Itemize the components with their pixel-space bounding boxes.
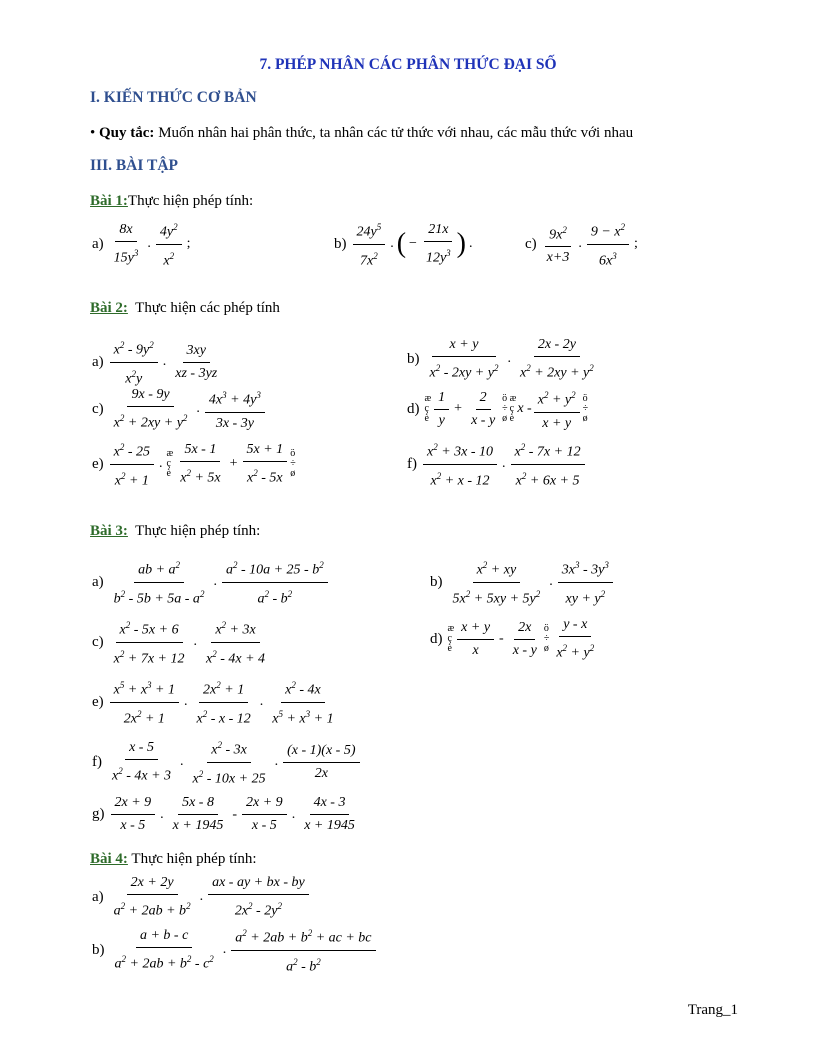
exercise-4-text: Thực hiện phép tính: — [131, 851, 257, 867]
exercise-1-label: Bài 1: — [90, 193, 128, 209]
ex4-item-b: b) $\frac{a + b - c}{a^2 + 2ab + b^2 - c^2}$ . $\frac{a^2 + 2ab + b^2 + ac + bc}{a^2 - b^2}$ — [92, 924, 378, 976]
exercise-4-label: Bài 4: — [90, 851, 128, 867]
ex2-item-d: d) æ ç è $\frac{1}{y}$ + $\frac{2}{x - y}$ ö ÷ ø æ ç è x - $\frac{x^2 + y^2}{x + y}$ ö ÷ ø — [407, 386, 589, 433]
ex1-item-b: b) $\frac{24y^5}{7x^2}$ . ( − $\frac{21x}{12y^3}$ ) . — [334, 218, 476, 270]
ex3-item-d: d) æ ç è $\frac{x + y}{x}$ - $\frac{2x}{x - y}$ ö ÷ ø $\frac{y - x}{x^2 + y^2}$ — [430, 617, 595, 661]
ex2-item-c: c) $\frac{9x - 9y}{x^2 + 2xy + y^2}$ . $\frac{4x^3 + 4y^3}{3x - 3y}$ — [92, 386, 267, 433]
ex3-item-e: e) $\frac{x^5 + x^3 + 1}{2x^2 + 1}$ . $\frac{2x^2 + 1}{x^2 - x - 12}$ . $\frac{x^2 - 4x}{x^5 + x^3 + 1}$ — [92, 676, 340, 728]
rule-label: Quy tắc: — [99, 125, 155, 141]
page-number: Trang_1 — [687, 1002, 738, 1018]
exercise-2-label: Bài 2: — [90, 300, 128, 316]
exercise-1-text: Thực hiện phép tính: — [127, 193, 254, 209]
ex1-item-c: c) $\frac{9x^2}{x+3}$ . $\frac{9 - x^2}{6x^3}$ ; — [525, 218, 641, 270]
ex2-item-a: a) $\frac{x^2 - 9y^2}{x^2y}$ . $\frac{3xy}{xz - 3yz}$ — [92, 336, 223, 388]
exercise-2-heading — [90, 300, 280, 317]
ex3-item-b: b) $\frac{x^2 + xy}{5x^2 + 5xy + 5y^2}$ . $\frac{3x^3 - 3y^3}{xy + y^2}$ — [430, 556, 615, 608]
ex2-item-b: b) $\frac{x + y}{x^2 - 2xy + y^2}$ . $\frac{2x - 2y}{x^2 + 2xy + y^2}$ — [407, 337, 594, 381]
exercise-2-text: Thực hiện các phép tính — [135, 300, 280, 316]
rule-text: Muốn nhân hai phân thức, ta nhân các tử thức với nhau, các mẫu thức với nhau — [158, 125, 634, 141]
bullet: • — [90, 125, 96, 141]
section-basic-knowledge: I. KIẾN THỨC CƠ BẢN — [90, 89, 257, 106]
exercise-3-text: Thực hiện phép tính: — [135, 523, 261, 539]
page-title: 7. PHÉP NHÂN CÁC PHÂN THỨC ĐẠI SỐ — [259, 56, 557, 73]
ex3-item-c: c) $\frac{x^2 - 5x + 6}{x^2 + 7x + 12}$ . $\frac{x^2 + 3x}{x^2 - 4x + 4}$ — [92, 616, 271, 668]
section-exercises: III. BÀI TẬP — [90, 157, 179, 174]
exercise-4-heading — [90, 851, 257, 868]
ex3-item-f: f) $\frac{x - 5}{x^2 - 4x + 3}$ . $\frac{x^2 - 3x}{x^2 - 10x + 25}$ . $\frac{(x - 1)(x - 5)}{2x}$ — [92, 736, 362, 788]
ex2-item-f: f) $\frac{x^2 + 3x - 10}{x^2 + x - 12}$ . $\frac{x^2 - 7x + 12}{x^2 + 6x + 5}$ — [407, 438, 587, 490]
ex3-item-a: a) $\frac{ab + a^2}{b^2 - 5b + 5a - a^2}$ . $\frac{a^2 - 10a + 25 - b^2}{a^2 - b^2}$ — [92, 556, 330, 608]
ex2-item-e: e) $\frac{x^2 - 25}{x^2 + 1}$ . æ ç è $\frac{5x - 1}{x^2 + 5x}$ + $\frac{5x + 1}{x^2 - 5x}$ ö ÷ ø — [92, 438, 297, 490]
exercise-3-label: Bài 3: — [90, 523, 128, 539]
exercise-3-heading — [90, 523, 260, 540]
ex3-item-g: g) $\frac{2x + 9}{x - 5}$ . $\frac{5x - 8}{x + 1945}$ - $\frac{2x + 9}{x - 5}$ . $\frac{4x - 3}{x + 1945}$ — [92, 795, 355, 833]
ex4-item-a: a) $\frac{2x + 2y}{a^2 + 2ab + b^2}$ . $\frac{ax - ay + bx - by}{2x^2 - 2y^2}$ — [92, 874, 311, 921]
ex1-item-a: a) $\frac{8x}{15y^3}$ . $\frac{4y^2}{x^2}$ ; — [92, 218, 193, 270]
rule-paragraph — [90, 125, 633, 142]
exercise-1-heading — [90, 193, 253, 210]
